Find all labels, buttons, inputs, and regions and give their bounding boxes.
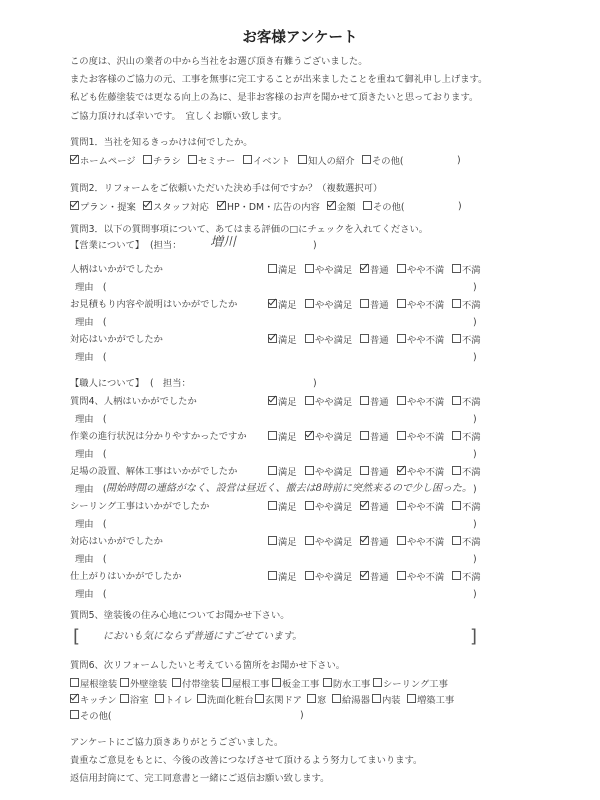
reason-close-paren: ) xyxy=(473,317,477,328)
option-label: やや不満 xyxy=(407,300,445,311)
reason-close-paren: ) xyxy=(473,282,477,293)
q6-option[interactable] xyxy=(70,694,117,707)
q1-option[interactable] xyxy=(243,155,290,168)
checkbox-icon[interactable] xyxy=(70,678,79,687)
option-label: 普通 xyxy=(370,502,389,513)
option-label: 普通 xyxy=(370,537,389,548)
reason-close-paren: ) xyxy=(473,519,477,530)
option-label: やや満足 xyxy=(315,537,353,548)
option-label: プラン・提案 xyxy=(80,202,136,213)
checkbox-icon[interactable] xyxy=(397,571,406,580)
reason-close-paren: ) xyxy=(473,352,477,363)
option-label: やや不満 xyxy=(407,537,445,548)
option-label: やや不満 xyxy=(407,467,445,478)
q6-other-option[interactable] xyxy=(70,710,112,723)
rating-question: 人柄はいかがでしたか xyxy=(70,264,163,275)
rating-option[interactable] xyxy=(305,501,352,514)
q6-option[interactable] xyxy=(197,694,254,707)
q6-option[interactable] xyxy=(373,678,448,691)
rating-option[interactable] xyxy=(397,264,444,277)
checked-checkbox-icon[interactable] xyxy=(360,264,369,273)
option-label: やや満足 xyxy=(315,300,353,311)
rating-option[interactable] xyxy=(360,466,389,479)
option-label: 玄関ドア xyxy=(265,695,302,706)
checkbox-icon[interactable] xyxy=(197,694,206,703)
rating-option[interactable] xyxy=(452,501,481,514)
q1-option[interactable] xyxy=(298,155,355,168)
q5-answer-handwritten[interactable]: においも気にならず普通にすごせています。 xyxy=(103,631,303,642)
reason-close-paren: ) xyxy=(473,589,477,600)
checkbox-icon[interactable] xyxy=(407,694,416,703)
staff-close-paren: ) xyxy=(313,378,317,389)
reason-label: 理由 ( xyxy=(75,317,107,328)
checkbox-icon[interactable] xyxy=(243,155,252,164)
checkbox-icon[interactable] xyxy=(372,694,381,703)
option-label: 防水工事 xyxy=(333,679,371,690)
option-label: やや満足 xyxy=(315,397,353,408)
checkbox-icon[interactable] xyxy=(305,396,314,405)
staff-label: (担当： xyxy=(150,240,182,251)
rating-option[interactable] xyxy=(360,571,389,584)
checkbox-icon[interactable] xyxy=(305,571,314,580)
q1-option[interactable] xyxy=(70,155,136,168)
option-label: やや不満 xyxy=(407,432,445,443)
option-label: 板金工事 xyxy=(282,679,320,690)
sales-section-header: 【営業について】 xyxy=(70,240,145,251)
option-label: 金額 xyxy=(337,202,356,213)
option-label: 洗面化粧台 xyxy=(207,695,254,706)
option-label: トイレ xyxy=(165,695,193,706)
option-label: やや満足 xyxy=(315,502,353,513)
rating-question: 作業の進行状況は分かりやすかったですか xyxy=(70,431,247,442)
option-label: 普通 xyxy=(370,300,389,311)
option-label: やや満足 xyxy=(315,572,353,583)
checkbox-icon[interactable] xyxy=(360,396,369,405)
q6-option[interactable] xyxy=(120,678,167,691)
checkbox-icon[interactable] xyxy=(268,466,277,475)
rating-option[interactable] xyxy=(452,431,481,444)
craft-section-header: 【職人について】 xyxy=(70,378,145,389)
option-label: 不満 xyxy=(462,432,481,443)
q6-option[interactable] xyxy=(272,678,319,691)
checkbox-icon[interactable] xyxy=(452,466,461,475)
checkbox-icon[interactable] xyxy=(155,694,164,703)
rating-option[interactable] xyxy=(268,501,297,514)
option-label: 満足 xyxy=(278,265,297,276)
q6-option[interactable] xyxy=(222,678,269,691)
option-label: やや満足 xyxy=(315,432,353,443)
q1-option[interactable] xyxy=(362,155,404,168)
rating-question: 対応はいかがでしたか xyxy=(70,334,163,345)
option-label: 不満 xyxy=(462,265,481,276)
reason-label: 理由 ( xyxy=(75,449,107,460)
checkbox-icon[interactable] xyxy=(360,299,369,308)
rating-question: シーリング工事はいかがでしたか xyxy=(70,501,210,512)
checkbox-icon[interactable] xyxy=(323,678,332,687)
checkbox-icon[interactable] xyxy=(452,299,461,308)
checked-checkbox-icon[interactable] xyxy=(268,396,277,405)
checkbox-icon[interactable] xyxy=(360,466,369,475)
option-label: その他( xyxy=(373,202,405,213)
rating-option[interactable] xyxy=(452,466,481,479)
checkbox-icon[interactable] xyxy=(305,536,314,545)
q6-option[interactable] xyxy=(172,678,219,691)
option-label: 内装 xyxy=(382,695,401,706)
intro-line: この度は、沢山の業者の中から当社をお選び頂き有難うございました。 xyxy=(70,56,368,67)
option-label: その他( xyxy=(372,156,404,167)
rating-option[interactable] xyxy=(305,571,352,584)
checkbox-icon[interactable] xyxy=(305,334,314,343)
question-2-label: 質問2．リフォームをご依頼いただいた決め手は何ですか？（複数選択可） xyxy=(70,183,383,194)
open-bracket: [ xyxy=(73,626,81,647)
q6-close-paren: ) xyxy=(300,710,304,721)
checkbox-icon[interactable] xyxy=(305,466,314,475)
option-label: 不満 xyxy=(462,537,481,548)
option-label: 普通 xyxy=(370,335,389,346)
option-label: ホームページ xyxy=(80,156,136,167)
q6-option[interactable] xyxy=(332,694,370,707)
option-label: やや不満 xyxy=(407,572,445,583)
rating-option[interactable] xyxy=(452,334,481,347)
question-3-label: 質問3．以下の質問事項について、あてはまる評価の□にチェックを入れてください。 xyxy=(70,224,429,235)
option-label: 浴室 xyxy=(130,695,149,706)
reason-label: 理由 ( xyxy=(75,352,107,363)
checkbox-icon[interactable] xyxy=(373,678,382,687)
rating-option[interactable] xyxy=(397,334,444,347)
rating-option[interactable] xyxy=(305,396,352,409)
reason-label: 理由 ( xyxy=(75,589,107,600)
checkbox-icon[interactable] xyxy=(452,571,461,580)
staff-name-handwritten: 増川 xyxy=(210,235,237,250)
checkbox-icon[interactable] xyxy=(307,694,316,703)
checkbox-icon[interactable] xyxy=(70,710,79,719)
q6-option[interactable] xyxy=(120,694,149,707)
option-label: 不満 xyxy=(462,502,481,513)
checkbox-icon[interactable] xyxy=(268,264,277,273)
closing-line: 返信用封筒にて、完工同意書と一緒にご返信お願い致します。 xyxy=(70,773,330,784)
checkbox-icon[interactable] xyxy=(143,155,152,164)
q6-option[interactable] xyxy=(307,694,326,707)
q1-close-paren: ) xyxy=(457,155,461,166)
option-label: 知人の紹介 xyxy=(308,156,355,167)
q2-option[interactable] xyxy=(327,201,356,214)
checked-checkbox-icon[interactable] xyxy=(327,201,336,210)
question-6-label: 質問6、次リフォームしたいと考えている箇所をお聞かせ下さい。 xyxy=(70,660,346,671)
option-label: 普通 xyxy=(370,467,389,478)
reason-close-paren: ) xyxy=(473,449,477,460)
rating-option[interactable] xyxy=(360,536,389,549)
option-label: 不満 xyxy=(462,335,481,346)
option-label: 不満 xyxy=(462,397,481,408)
checkbox-icon[interactable] xyxy=(272,678,281,687)
reason-handwritten[interactable]: 開始時間の連絡がなく、設営は昼近く、撤去は8時前に突然来るので少し困った。 xyxy=(106,483,472,494)
rating-question: 対応はいかがでしたか xyxy=(70,536,163,547)
rating-option[interactable] xyxy=(305,536,352,549)
q1-option[interactable] xyxy=(188,155,235,168)
checked-checkbox-icon[interactable] xyxy=(143,201,152,210)
checkbox-icon[interactable] xyxy=(362,155,371,164)
checkbox-icon[interactable] xyxy=(452,264,461,273)
rating-option[interactable] xyxy=(268,431,297,444)
checkbox-icon[interactable] xyxy=(305,501,314,510)
rating-option[interactable] xyxy=(360,334,389,347)
rating-option[interactable] xyxy=(305,431,352,444)
option-label: 満足 xyxy=(278,537,297,548)
option-label: 屋根工事 xyxy=(232,679,270,690)
rating-option[interactable] xyxy=(268,396,297,409)
intro-line: またお客様のご協力の元、工事を無事に完工することが出来ましたことを重ねて御礼申し上げます。 xyxy=(70,74,488,85)
checkbox-icon[interactable] xyxy=(268,501,277,510)
checked-checkbox-icon[interactable] xyxy=(70,155,79,164)
option-label: 満足 xyxy=(278,397,297,408)
checkbox-icon[interactable] xyxy=(120,694,129,703)
rating-option[interactable] xyxy=(305,466,352,479)
option-label: 満足 xyxy=(278,467,297,478)
rating-option[interactable] xyxy=(268,536,297,549)
reason-label: 理由 ( xyxy=(75,484,107,495)
rating-option[interactable] xyxy=(268,466,297,479)
checkbox-icon[interactable] xyxy=(268,536,277,545)
option-label: 満足 xyxy=(278,502,297,513)
option-label: やや不満 xyxy=(407,335,445,346)
rating-option[interactable] xyxy=(360,396,389,409)
rating-option[interactable] xyxy=(305,264,352,277)
checkbox-icon[interactable] xyxy=(452,501,461,510)
q6-option[interactable] xyxy=(155,694,192,707)
q2-option[interactable] xyxy=(70,201,136,214)
rating-option[interactable] xyxy=(360,501,389,514)
option-label: HP・DM・広告の内容 xyxy=(227,202,320,213)
q6-option[interactable] xyxy=(372,694,401,707)
staff-label: ( 担当： xyxy=(150,378,191,389)
reason-close-paren: ) xyxy=(473,484,477,495)
checkbox-icon[interactable] xyxy=(305,299,314,308)
closing-line: アンケートにご協力頂きありがとうございました。 xyxy=(70,737,284,748)
rating-option[interactable] xyxy=(452,396,481,409)
reason-close-paren: ) xyxy=(473,414,477,425)
rating-option[interactable] xyxy=(360,431,389,444)
checkbox-icon[interactable] xyxy=(255,694,264,703)
checkbox-icon[interactable] xyxy=(305,264,314,273)
option-label: イベント xyxy=(253,156,291,167)
option-label: その他( xyxy=(80,711,112,722)
checked-checkbox-icon[interactable] xyxy=(70,694,79,703)
checked-checkbox-icon[interactable] xyxy=(70,201,79,210)
option-label: 不満 xyxy=(462,572,481,583)
checkbox-icon[interactable] xyxy=(363,201,372,210)
reason-close-paren: ) xyxy=(473,554,477,565)
q2-option[interactable] xyxy=(217,201,320,214)
option-label: 窓 xyxy=(317,695,327,706)
checkbox-icon[interactable] xyxy=(452,536,461,545)
option-label: やや不満 xyxy=(407,397,445,408)
q2-option[interactable] xyxy=(363,201,405,214)
option-label: チラシ xyxy=(153,156,181,167)
checkbox-icon[interactable] xyxy=(452,431,461,440)
checked-checkbox-icon[interactable] xyxy=(397,466,406,475)
rating-option[interactable] xyxy=(305,299,352,312)
checkbox-icon[interactable] xyxy=(452,334,461,343)
rating-question: 仕上がりはいかがでしたか xyxy=(70,571,182,582)
question-5-label: 質問5、塗装後の住み心地についてお聞かせ下さい。 xyxy=(70,610,290,621)
checkbox-icon[interactable] xyxy=(268,431,277,440)
rating-option[interactable] xyxy=(268,334,297,347)
reason-label: 理由 ( xyxy=(75,414,107,425)
reason-label: 理由 ( xyxy=(75,282,107,293)
option-label: 外壁塗装 xyxy=(130,679,168,690)
option-label: やや不満 xyxy=(407,265,445,276)
rating-option[interactable] xyxy=(268,299,297,312)
option-label: シーリング工事 xyxy=(383,679,448,690)
closing-line: 貴重なご意見をもとに、今後の改善につなげさせて頂けるよう努力してまいります。 xyxy=(70,755,423,766)
rating-question: 足場の設置、解体工事はいかがでしたか xyxy=(70,466,238,477)
option-label: やや満足 xyxy=(315,467,353,478)
rating-option[interactable] xyxy=(397,571,444,584)
option-label: 普通 xyxy=(370,397,389,408)
question-1-label: 質問1．当社を知るきっかけは何でしたか。 xyxy=(70,137,253,148)
checked-checkbox-icon[interactable] xyxy=(360,501,369,510)
option-label: 不満 xyxy=(462,300,481,311)
option-label: 満足 xyxy=(278,432,297,443)
checked-checkbox-icon[interactable] xyxy=(360,536,369,545)
rating-option[interactable] xyxy=(268,571,297,584)
option-label: スタッフ対応 xyxy=(153,202,209,213)
option-label: 満足 xyxy=(278,300,297,311)
rating-option[interactable] xyxy=(305,334,352,347)
staff-close-paren: ) xyxy=(313,240,317,251)
rating-option[interactable] xyxy=(268,264,297,277)
rating-option[interactable] xyxy=(360,264,389,277)
checked-checkbox-icon[interactable] xyxy=(268,334,277,343)
checked-checkbox-icon[interactable] xyxy=(268,299,277,308)
q2-option[interactable] xyxy=(143,201,209,214)
checkbox-icon[interactable] xyxy=(298,155,307,164)
option-label: 給湯器 xyxy=(342,695,370,706)
rating-question: お見積もり内容や説明はいかがでしたか xyxy=(70,299,238,310)
checkbox-icon[interactable] xyxy=(268,571,277,580)
checkbox-icon[interactable] xyxy=(332,694,341,703)
option-label: 普通 xyxy=(370,432,389,443)
checked-checkbox-icon[interactable] xyxy=(305,431,314,440)
checked-checkbox-icon[interactable] xyxy=(217,201,226,210)
option-label: 満足 xyxy=(278,335,297,346)
rating-question: 質問4、人柄はいかがでしたか xyxy=(70,396,197,407)
rating-option[interactable] xyxy=(397,396,444,409)
checkbox-icon[interactable] xyxy=(397,264,406,273)
rating-option[interactable] xyxy=(397,536,444,549)
option-label: 屋根塗装 xyxy=(80,679,118,690)
option-label: 満足 xyxy=(278,572,297,583)
rating-option[interactable] xyxy=(397,466,444,479)
q6-option[interactable] xyxy=(70,678,117,691)
checked-checkbox-icon[interactable] xyxy=(360,571,369,580)
option-label: やや不満 xyxy=(407,502,445,513)
intro-line: ご協力頂ければ幸いです。 宜しくお願い致します。 xyxy=(70,111,287,122)
checkbox-icon[interactable] xyxy=(397,396,406,405)
option-label: 普通 xyxy=(370,265,389,276)
q1-option[interactable] xyxy=(143,155,181,168)
option-label: 普通 xyxy=(370,572,389,583)
checkbox-icon[interactable] xyxy=(120,678,129,687)
reason-label: 理由 ( xyxy=(75,519,107,530)
rating-option[interactable] xyxy=(452,571,481,584)
checkbox-icon[interactable] xyxy=(397,501,406,510)
rating-option[interactable] xyxy=(397,501,444,514)
rating-option[interactable] xyxy=(452,299,481,312)
page-title: お客様アンケート xyxy=(242,30,358,46)
checkbox-icon[interactable] xyxy=(397,299,406,308)
checkbox-icon[interactable] xyxy=(360,334,369,343)
option-label: 不満 xyxy=(462,467,481,478)
rating-option[interactable] xyxy=(452,264,481,277)
checkbox-icon[interactable] xyxy=(172,678,181,687)
close-bracket: ] xyxy=(470,626,478,647)
q6-option[interactable] xyxy=(407,694,454,707)
rating-option[interactable] xyxy=(397,431,444,444)
reason-label: 理由 ( xyxy=(75,554,107,565)
checkbox-icon[interactable] xyxy=(222,678,231,687)
checkbox-icon[interactable] xyxy=(397,431,406,440)
q6-option[interactable] xyxy=(255,694,302,707)
rating-option[interactable] xyxy=(397,299,444,312)
intro-line: 私ども佐藤塗装では更なる向上の為に、是非お客様のお声を聞かせて頂きたいと思っております。 xyxy=(70,92,479,103)
checkbox-icon[interactable] xyxy=(452,396,461,405)
q2-close-paren: ) xyxy=(458,201,462,212)
option-label: 付帯塗装 xyxy=(182,679,220,690)
checkbox-icon[interactable] xyxy=(397,334,406,343)
checkbox-icon[interactable] xyxy=(188,155,197,164)
rating-option[interactable] xyxy=(452,536,481,549)
option-label: キッチン xyxy=(80,695,117,706)
checkbox-icon[interactable] xyxy=(360,431,369,440)
option-label: やや満足 xyxy=(315,335,353,346)
q6-option[interactable] xyxy=(323,678,370,691)
option-label: セミナー xyxy=(198,156,236,167)
checkbox-icon[interactable] xyxy=(397,536,406,545)
rating-option[interactable] xyxy=(360,299,389,312)
option-label: やや満足 xyxy=(315,265,353,276)
option-label: 増築工事 xyxy=(417,695,455,706)
